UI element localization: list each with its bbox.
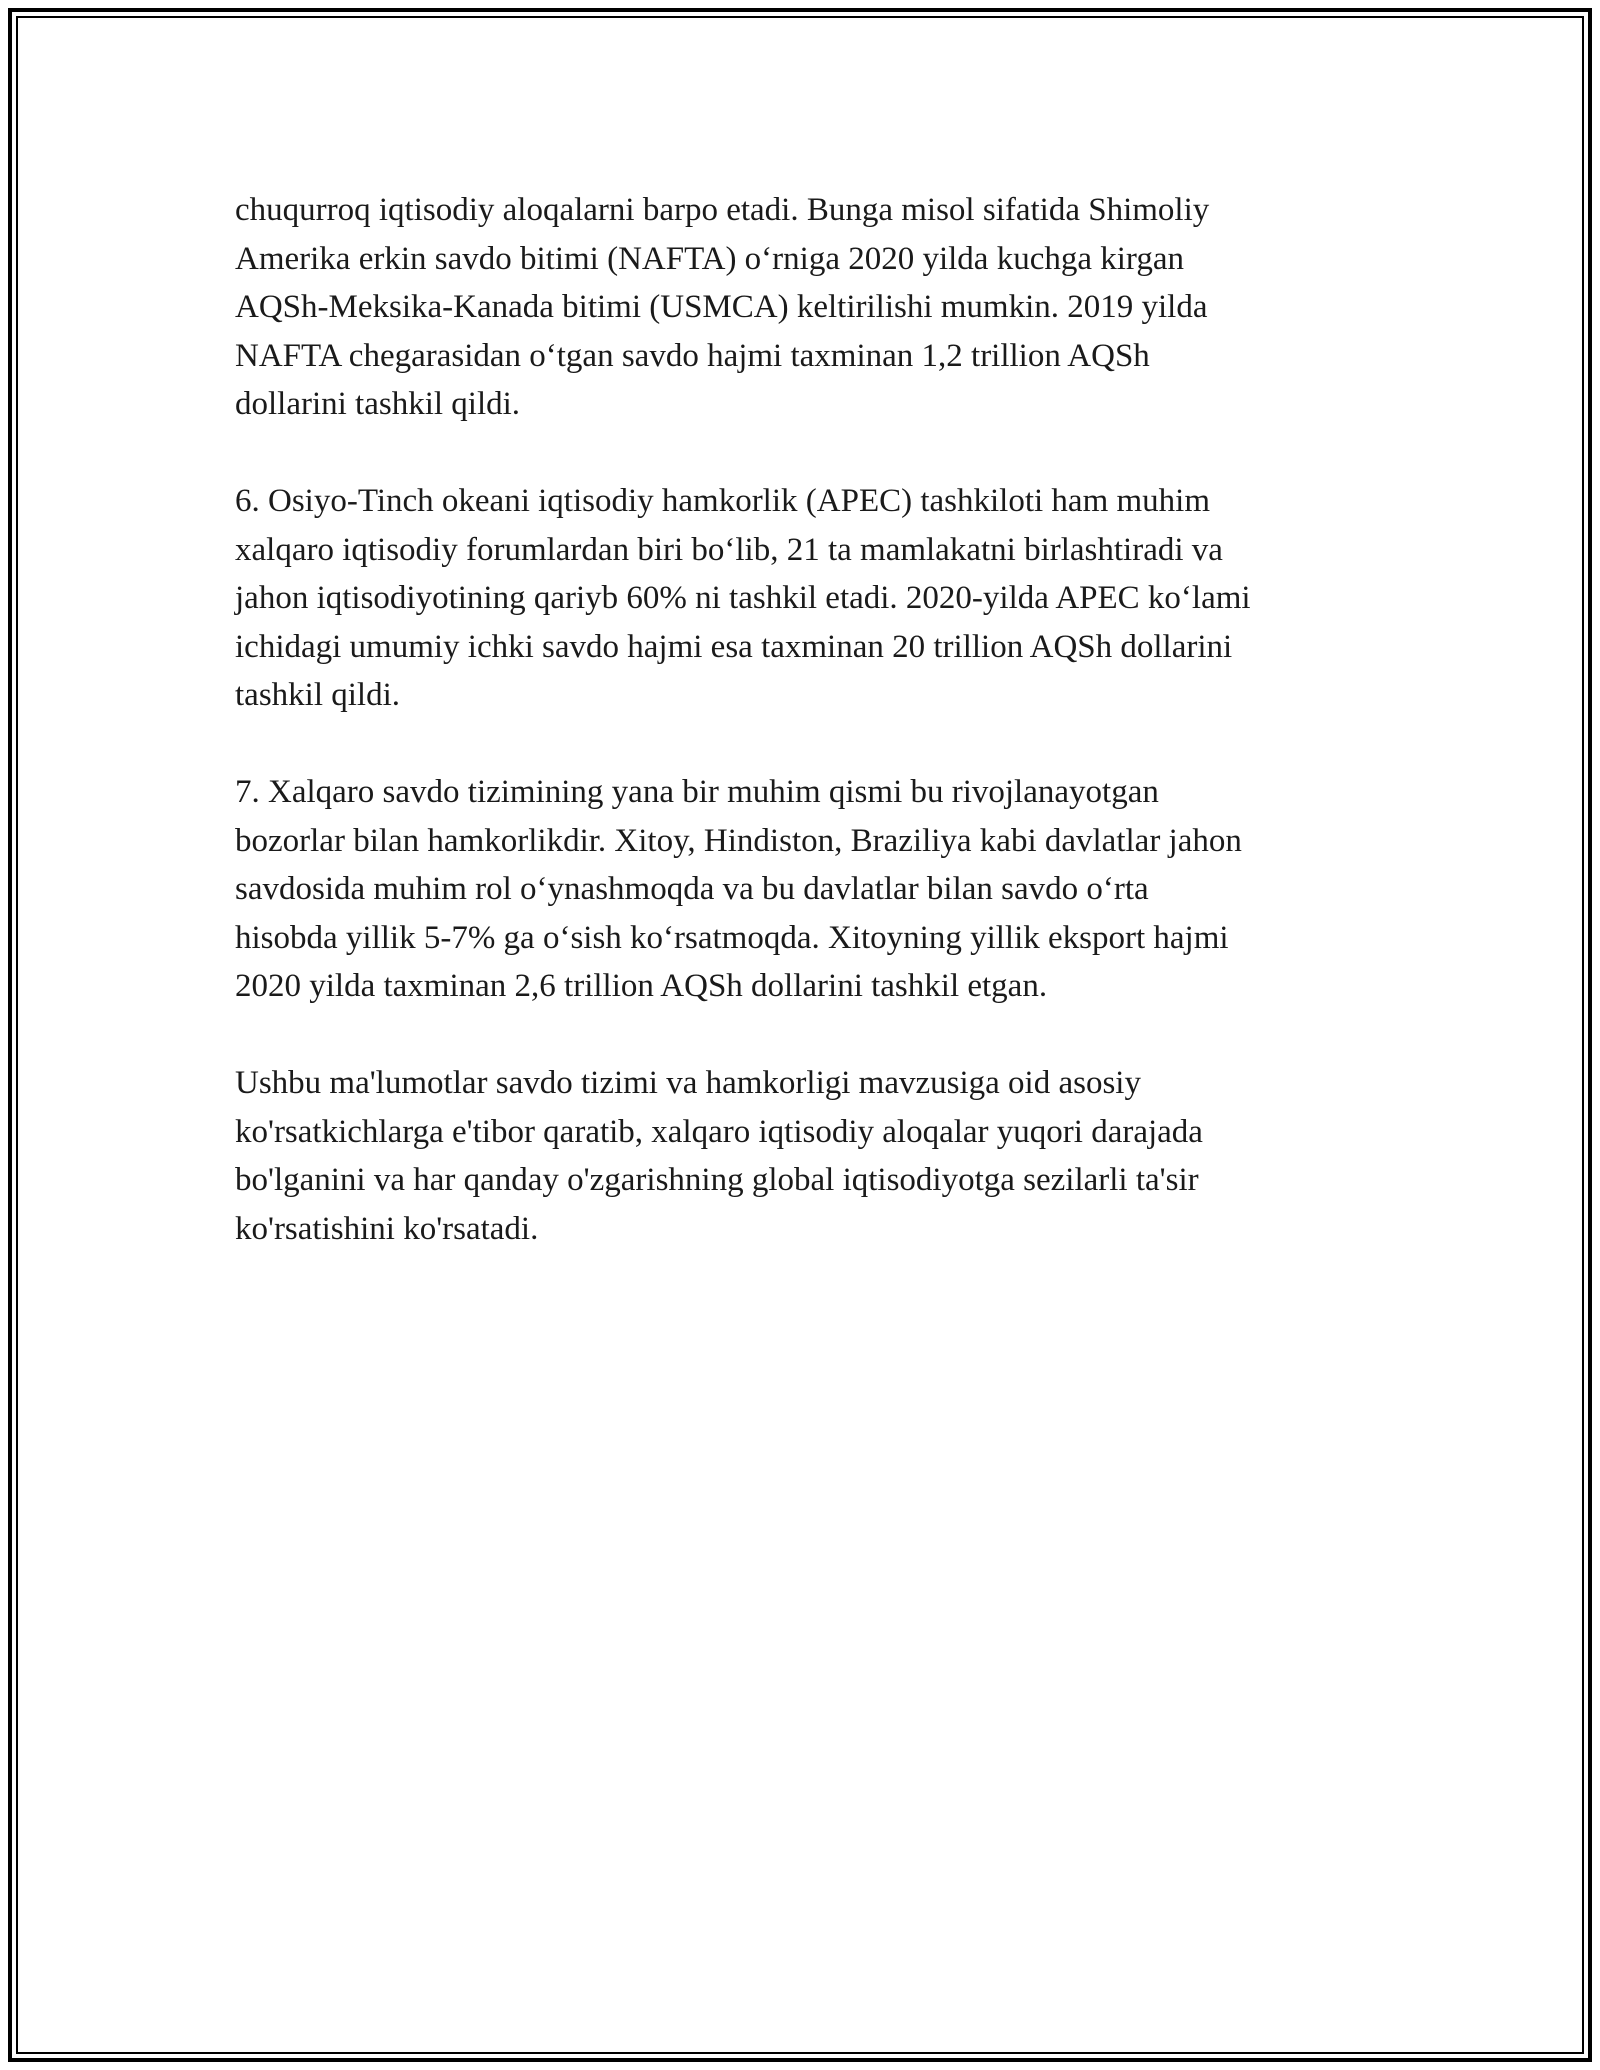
text-line: jahon iqtisodiyotining qariyb 60% ni tashkil etadi. 2020-yilda APEC ko‘lami: [235, 580, 1251, 616]
paragraph-conclusion: [235, 1059, 1385, 1253]
text-line: AQSh-Meksika-Kanada bitimi (USMCA) keltirilishi mumkin. 2019 yilda: [235, 289, 1208, 325]
text-line: ko'rsatkichlarga e'tibor qaratib, xalqaro iqtisodiy aloqalar yuqori darajada: [235, 1113, 1203, 1150]
text-line: hisobda yillik 5-7% ga o‘sish ko‘rsatmoqda. Xitoyning yillik eksport hajmi: [235, 919, 1229, 956]
text-line: chuqurroq iqtisodiy aloqalarni barpo etadi. Bunga misol sifatida Shimoliy: [235, 192, 1210, 228]
text-line: 6. Osiyo-Tinch okeani iqtisodiy hamkorlik (APEC) tashkiloti ham muhim: [235, 483, 1210, 519]
text-line: ko'rsatishini ko'rsatadi.: [235, 1210, 539, 1247]
text-line: dollarini tashkil qildi.: [235, 386, 521, 422]
text-line: Amerika erkin savdo bitimi (NAFTA) o‘rniga 2020 yilda kuchga kirgan: [235, 240, 1184, 277]
text-line: savdosida muhim rol o‘ynashmoqda va bu davlatlar bilan savdo o‘rta: [235, 871, 1149, 907]
text-line: tashkil qildi.: [235, 677, 400, 713]
paragraph-usmca: [235, 186, 1385, 429]
text-line: xalqaro iqtisodiy forumlardan biri bo‘lib, 21 ta mamlakatni birlashtiradi va: [235, 531, 1223, 568]
document-body: [235, 186, 1385, 1302]
text-line: 7. Xalqaro savdo tizimining yana bir muhim qismi bu rivojlanayotgan: [235, 774, 1159, 810]
text-line: Ushbu ma'lumotlar savdo tizimi va hamkorligi mavzusiga oid asosiy: [235, 1065, 1141, 1101]
text-line: NAFTA chegarasidan o‘tgan savdo hajmi taxminan 1,2 trillion AQSh: [235, 337, 1150, 374]
text-line: ichidagi umumiy ichki savdo hajmi esa taxminan 20 trillion AQSh dollarini: [235, 628, 1233, 665]
paragraph-emerging-markets: [235, 768, 1385, 1011]
text-line: 2020 yilda taxminan 2,6 trillion AQSh dollarini tashkil etgan.: [235, 968, 1048, 1004]
text-line: bo'lganini va har qanday o'zgarishning global iqtisodiyotga sezilarli ta'sir: [235, 1162, 1199, 1198]
paragraph-apec: [235, 477, 1385, 720]
text-line: bozorlar bilan hamkorlikdir. Xitoy, Hindiston, Braziliya kabi davlatlar jahon: [235, 822, 1242, 859]
